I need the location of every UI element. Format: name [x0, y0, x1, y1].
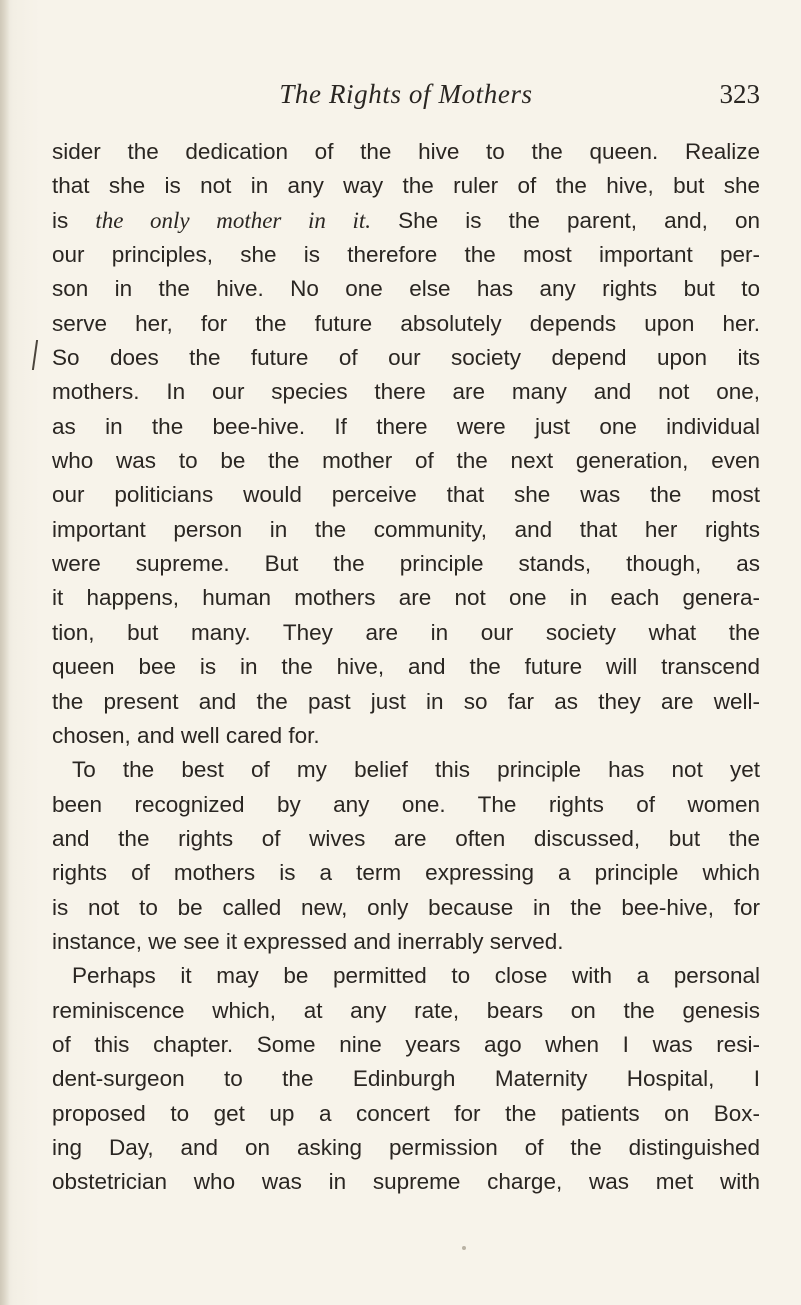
text-line: of this chapter. Some nine years ago when I was resi- — [52, 1031, 760, 1057]
text-line: So does the future of our society depend upon its — [52, 345, 760, 371]
page-number: 323 — [719, 79, 760, 109]
text-run: is — [52, 207, 96, 233]
paper-speck — [462, 1246, 466, 1250]
text-line: the present and the past just in so far as they are well- — [52, 688, 760, 714]
text-line: and the rights of wives are often discussed, but the — [52, 825, 760, 851]
text-line: son in the hive. No one else has any rights but to — [52, 276, 760, 302]
text-line: chosen, and well cared for. — [52, 722, 320, 748]
margin-bracket-mark — [32, 340, 42, 370]
text-line: were supreme. But the principle stands, though, as — [52, 551, 760, 577]
text-line: tion, but many. They are in our society what the — [52, 619, 760, 645]
text-line: Perhaps it may be permitted to close with a personal — [72, 963, 760, 989]
gutter-shadow — [0, 0, 10, 1305]
body-text — [52, 135, 760, 1200]
text-line: as in the bee-hive. If there were just one individual — [52, 413, 760, 439]
text-line: mothers. In our species there are many and not one, — [52, 379, 760, 405]
text-line: instance, we see it expressed and inerrably served. — [52, 928, 564, 954]
italic-emphasis: the only mother in it. — [95, 207, 371, 233]
text-line: our principles, she is therefore the most important per- — [52, 242, 760, 268]
running-title: The Rights of Mothers — [279, 79, 533, 109]
text-line: our politicians would perceive that she was the most — [52, 482, 760, 508]
text-line: obstetrician who was in supreme charge, was met with — [52, 1169, 760, 1195]
text-line — [52, 204, 760, 238]
text-line: To the best of my belief this principle has not yet — [72, 757, 760, 783]
text-line: is not to be called new, only because in the bee-hive, for — [52, 894, 760, 920]
text-line: rights of mothers is a term expressing a principle which — [52, 860, 760, 886]
text-line: serve her, for the future absolutely depends upon her. — [52, 310, 760, 336]
text-line: ing Day, and on asking permission of the distinguished — [52, 1134, 760, 1160]
text-line: who was to be the mother of the next generation, even — [52, 448, 760, 474]
running-head — [52, 76, 760, 112]
text-line: that she is not in any way the ruler of the hive, but she — [52, 173, 760, 199]
text-run: She is the parent, and, on — [371, 207, 760, 233]
text-line: dent-surgeon to the Edinburgh Maternity Hospital, I — [52, 1066, 760, 1092]
text-line: proposed to get up a concert for the patients on Box- — [52, 1100, 760, 1126]
text-line: queen bee is in the hive, and the future will transcend — [52, 654, 760, 680]
text-line: sider the dedication of the hive to the queen. Realize — [52, 139, 760, 164]
text-line: been recognized by any one. The rights of women — [52, 791, 760, 817]
text-line: important person in the community, and that her rights — [52, 516, 760, 542]
text-line: reminiscence which, at any rate, bears on the genesis — [52, 997, 760, 1023]
text-line: it happens, human mothers are not one in each genera- — [52, 585, 760, 611]
